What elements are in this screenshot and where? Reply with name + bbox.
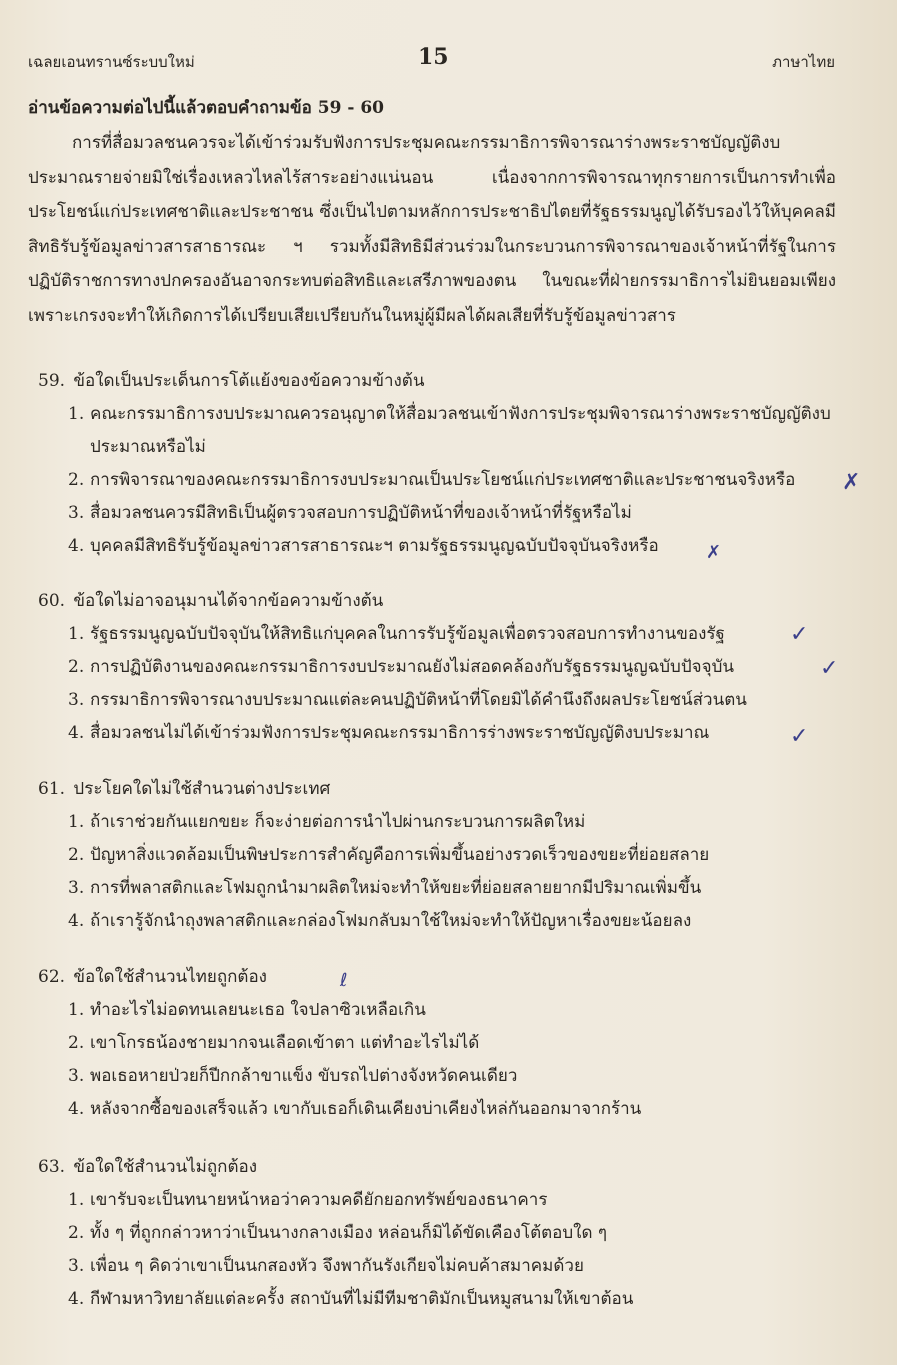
option-text: การที่พลาสติกและโฟมถูกนำมาผลิตใหม่จะทำให้ขยะที่ย่อยสลายยากมีปริมาณเพิ่มขึ้น	[90, 878, 702, 898]
question-62	[38, 960, 838, 1126]
question-59	[38, 364, 838, 563]
option-number: 4.	[68, 1289, 85, 1309]
option-text: สื่อมวลชนควรมีสิทธิเป็นผู้ตรวจสอบการปฏิบัติหน้าที่ของเจ้าหน้าที่รัฐหรือไม่	[90, 503, 632, 523]
page-number: 15	[418, 44, 449, 70]
page-header	[28, 44, 835, 74]
question-text: ข้อใดใช้สำนวนไม่ถูกต้อง	[73, 1157, 258, 1177]
question-number: 62.	[38, 967, 66, 987]
option-text: การปฏิบัติงานของคณะกรรมาธิการงบประมาณยังไม่สอดคล้องกับรัฐธรรมนูญฉบับปัจจุบัน	[90, 657, 734, 677]
option-4[interactable]	[38, 717, 838, 750]
option-text: หลังจากซื้อของเสร็จแล้ว เขากับเธอก็เดินเคียงบ่าเคียงไหล่กันออกมาจากร้าน	[90, 1099, 642, 1119]
question-number: 59.	[38, 371, 66, 391]
option-text: บุคคลมีสิทธิรับรู้ข้อมูลข่าวสารสาธารณะฯ ตามรัฐธรรมนูญฉบับปัจจุบันจริงหรือ	[90, 536, 659, 556]
option-number: 1.	[68, 1000, 85, 1020]
cross-mark-icon: ✗	[842, 470, 861, 495]
option-4[interactable]	[38, 1093, 838, 1126]
option-number: 1.	[68, 1190, 85, 1210]
question-title	[38, 584, 838, 618]
question-63	[38, 1150, 838, 1316]
option-3[interactable]	[38, 684, 838, 717]
option-number: 3.	[68, 690, 85, 710]
option-text: พอเธอหายป่วยก็ปีกกล้าขาแข็ง ขับรถไปต่างจังหวัดคนเดียว	[90, 1066, 518, 1086]
option-text: ถ้าเราช่วยกันแยกขยะ ก็จะง่ายต่อการนำไปผ่านกระบวนการผลิตใหม่	[90, 812, 586, 832]
check-mark-icon: ✓	[790, 724, 809, 749]
option-text: กีฬามหาวิทยาลัยแต่ละครั้ง สถาบันที่ไม่มีทีมชาติมักเป็นหมูสนามให้เขาต้อน	[90, 1289, 634, 1309]
option-text: กรรมาธิการพิจารณางบประมาณแต่ละคนปฏิบัติหน้าที่โดยมิได้คำนึงถึงผลประโยชน์ส่วนตน	[90, 690, 747, 710]
option-text: ทำอะไรไม่อดทนเลยนะเธอ ใจปลาซิวเหลือเกิน	[90, 1000, 426, 1020]
handwritten-letter-icon: ℓ	[340, 970, 348, 991]
option-text: ถ้าเรารู้จักนำถุงพลาสติกและกล่องโฟมกลับมาใช้ใหม่จะทำให้ปัญหาเรื่องขยะน้อยลง	[90, 911, 692, 931]
option-text: เขารับจะเป็นทนายหน้าหอว่าความคดียักยอกทรัพย์ของธนาคาร	[90, 1190, 548, 1210]
option-1[interactable]	[38, 398, 838, 464]
option-number: 2.	[68, 1033, 85, 1053]
option-3[interactable]	[38, 497, 838, 530]
check-mark-icon: ✓	[790, 622, 809, 647]
option-number: 3.	[68, 878, 85, 898]
option-2[interactable]	[38, 1027, 838, 1060]
option-1[interactable]	[38, 994, 838, 1027]
question-number: 63.	[38, 1157, 66, 1177]
passage-text: การที่สื่อมวลชนควรจะได้เข้าร่วมรับฟังการประชุมคณะกรรมาธิการพิจารณาร่างพระราชบัญญัติงบประมาณรายจ่ายมิใช่เรื่องเหลวไหลไร้สาระอย่างแน่นอน เนื่องจากการพิจารณาทุกรายการเป็นการทำเพื่อประโยชน์แก่ประเทศชาติและประชาชน ซึ่งเป็นไปตามหลักการประชาธิปไตยที่รัฐธรรมนูญได้รับรองไว้ให้บุคคลมีสิทธิรับรู้ข้อมูลข่าวสารสาธารณะ ฯ รวมทั้งมีสิทธิมีส่วนร่วมในกระบวนการพิจารณาของเจ้าหน้าที่รัฐในการปฏิบัติราชการทางปกครองอันอาจกระทบต่อสิทธิและเสรีภาพของตน ในขณะที่ฝ่ายกรรมาธิการไม่ยินยอมเพียงเพราะเกรงจะทำให้เกิดการได้เปรียบเสียเปรียบกันในหมู่ผู้มีผลได้ผลเสียที่รับรู้ข้อมูลข่าวสาร	[28, 133, 836, 326]
option-number: 3.	[68, 1256, 85, 1276]
question-title	[38, 772, 838, 806]
question-number: 61.	[38, 779, 66, 799]
option-number: 1.	[68, 812, 85, 832]
option-number: 4.	[68, 911, 85, 931]
option-text: ทั้ง ๆ ที่ถูกกล่าวหาว่าเป็นนางกลางเมือง หล่อนก็มิได้ขัดเคืองโต้ตอบใด ๆ	[90, 1223, 608, 1243]
question-text: ข้อใดเป็นประเด็นการโต้แย้งของข้อความข้างต้น	[73, 371, 425, 391]
question-title	[38, 960, 838, 994]
question-title	[38, 1150, 838, 1184]
option-text: เพื่อน ๆ คิดว่าเขาเป็นนกสองหัว จึงพากันรังเกียจไม่คบค้าสมาคมด้วย	[90, 1256, 584, 1276]
option-number: 1.	[68, 624, 85, 644]
header-book-title: เฉลยเอนทรานซ์ระบบใหม่	[28, 53, 195, 71]
check-mark-icon: ✓	[820, 656, 839, 681]
question-text: ประโยคใดไม่ใช้สำนวนต่างประเทศ	[73, 779, 331, 799]
option-3[interactable]	[38, 872, 838, 905]
option-2[interactable]	[38, 651, 838, 684]
question-title	[38, 364, 838, 398]
option-4[interactable]	[38, 905, 838, 938]
option-1[interactable]	[38, 618, 838, 651]
option-number: 3.	[68, 1066, 85, 1086]
option-2[interactable]	[38, 1217, 838, 1250]
option-4[interactable]	[38, 1283, 838, 1316]
option-text: เขาโกรธน้องชายมากจนเลือดเข้าตา แต่ทำอะไรไม่ได้	[90, 1033, 480, 1053]
option-1[interactable]	[38, 1184, 838, 1217]
passage-instruction: อ่านข้อความต่อไปนี้แล้วตอบคำถามข้อ 59 - 60	[28, 98, 384, 118]
option-1[interactable]	[38, 806, 838, 839]
option-3[interactable]	[38, 1250, 838, 1283]
option-number: 4.	[68, 1099, 85, 1119]
question-number: 60.	[38, 591, 66, 611]
option-text: รัฐธรรมนูญฉบับปัจจุบันให้สิทธิแก่บุคคลในการรับรู้ข้อมูลเพื่อตรวจสอบการทำงานของรัฐ	[90, 624, 725, 644]
option-number: 2.	[68, 845, 85, 865]
cross-mark-icon: ✗	[706, 542, 722, 563]
option-text: คณะกรรมาธิการงบประมาณควรอนุญาตให้สื่อมวลชนเข้าฟังการประชุมพิจารณาร่างพระราชบัญญัติงบประมาณหรือไม่	[90, 404, 831, 457]
option-text: สื่อมวลชนไม่ได้เข้าร่วมฟังการประชุมคณะกรรมาธิการร่างพระราชบัญญัติงบประมาณ	[90, 723, 710, 743]
option-3[interactable]	[38, 1060, 838, 1093]
option-2[interactable]	[38, 839, 838, 872]
option-text: การพิจารณาของคณะกรรมาธิการงบประมาณเป็นประโยชน์แก่ประเทศชาติและประชาชนจริงหรือ	[90, 470, 796, 490]
option-number: 1.	[68, 404, 85, 424]
header-subject: ภาษาไทย	[772, 53, 835, 71]
question-61	[38, 772, 838, 938]
option-number: 3.	[68, 503, 85, 523]
question-text: ข้อใดใช้สำนวนไทยถูกต้อง	[73, 967, 267, 987]
option-number: 2.	[68, 1223, 85, 1243]
option-number: 4.	[68, 536, 85, 556]
option-text: ปัญหาสิ่งแวดล้อมเป็นพิษประการสำคัญคือการเพิ่มขึ้นอย่างรวดเร็วของขยะที่ย่อยสลาย	[90, 845, 710, 865]
option-number: 4.	[68, 723, 85, 743]
option-number: 2.	[68, 470, 85, 490]
question-60	[38, 584, 838, 750]
reading-passage	[28, 126, 836, 333]
option-2[interactable]	[38, 464, 838, 497]
question-text: ข้อใดไม่อาจอนุมานได้จากข้อความข้างต้น	[73, 591, 384, 611]
option-number: 2.	[68, 657, 85, 677]
